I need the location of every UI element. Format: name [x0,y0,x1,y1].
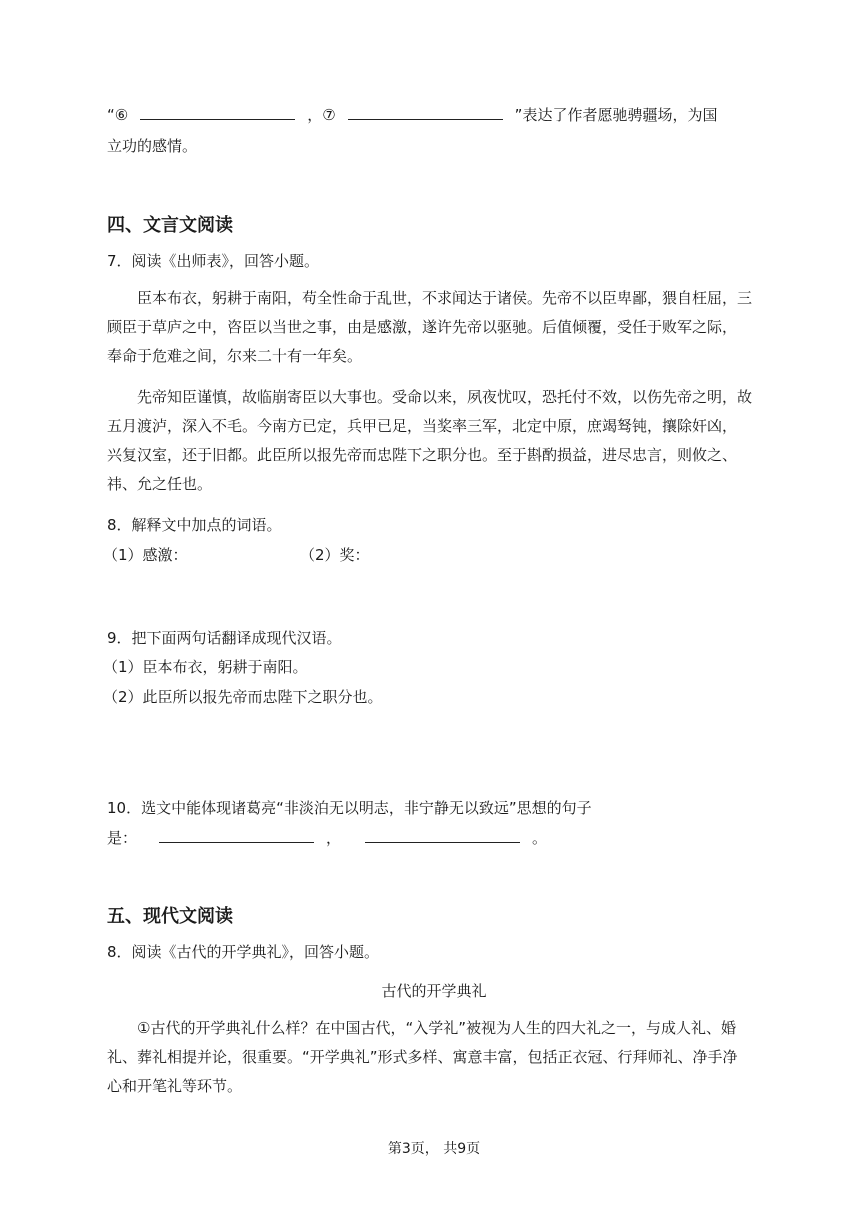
answer-blank-6[interactable] [140,105,295,120]
q10-end: 。 [532,829,548,847]
dotted-word-gan: 感 [377,318,393,336]
fill-in-question [107,104,717,125]
fill-open: “⑥ [107,106,129,124]
question-7: 7．阅读《出师表》，回答小题。 [107,252,320,270]
q10-comma: ， [326,829,342,847]
section-heading-modern: 五、现代文阅读 [107,906,233,927]
section-heading-classical: 四、文言文阅读 [107,215,233,236]
dotted-word-ji: 激 [392,318,408,336]
question-10: 10．选文中能体现诸葛亮“非淡泊无以明志，非宁静无以致远”思想的句子 [107,799,592,817]
dotted-word-jiang: 奖 [437,417,453,435]
question-8: 8．解释文中加点的词语。 [107,516,282,534]
article-p1-text: ①古代的开学典礼什么样？在中国古代，“入学礼”被视为人生的四大礼之一，与成人礼、婚礼、葬礼相提并论，很重要。“开学典礼”形式多样、寓意丰富，包括正衣冠、行拜师礼、净手净心和开笔礼等环节。 [107,1019,738,1095]
passage-paragraph-1 [107,284,752,371]
article-title: 古代的开学典礼 [381,982,487,1000]
question-9-2: （2）此臣所以报先帝而忠陛下之职分也。 [103,688,383,706]
passage-paragraph-2 [107,383,752,499]
fill-tail: ”表达了作者愿驰骋疆场，为国 [514,106,718,124]
question-8-modern: 8．阅读《古代的开学典礼》，回答小题。 [107,943,380,961]
p1-text-a: 臣本布衣，躬耕于南阳，苟全性命于乱世，不求闻达于诸侯。先帝不以臣卑鄙，猥自枉屈，三顾臣于草庐之中，咨臣以当世之事，由是 [107,289,753,336]
fill-line2: 立功的感情。 [107,137,198,155]
answer-blank-q10-b[interactable] [365,828,520,843]
page-footer: 第3页， 共9页 [387,1141,481,1157]
question-10-answer-line [107,827,547,848]
p1-text-b: ，遂许先帝以驱驰。后值倾覆，受任于败军之际，奉命于危难之间，尔来二十有一年矣。 [107,318,738,365]
q10-prefix: 是： [107,829,138,847]
question-8-1: （1）感激： [103,546,188,564]
question-8-2: （2）奖： [300,546,370,564]
article-paragraph-1 [107,1014,752,1101]
question-9: 9．把下面两句话翻译成现代汉语。 [107,629,342,647]
answer-blank-q10-a[interactable] [159,828,314,843]
p2-text-a: 先帝知臣谨慎，故临崩寄臣以大事也。受命以来，夙夜忧叹，恐托付不效，以伤先帝之明，故五月渡泸，深入不毛。今南方已定，兵甲已足，当 [107,388,753,435]
fill-comma: ，⑦ [307,106,336,124]
answer-blank-7[interactable] [348,105,503,120]
p2-text-b: 率三军，北定中原，庶竭驽钝，攘除奸凶，兴复汉室，还于旧都。此臣所以报先帝而忠陛下之职分也。至于斟酌损益，进尽忠言，则攸之、祎、允之任也。 [107,417,738,493]
question-9-1: （1）臣本布衣，躬耕于南阳。 [103,658,308,676]
